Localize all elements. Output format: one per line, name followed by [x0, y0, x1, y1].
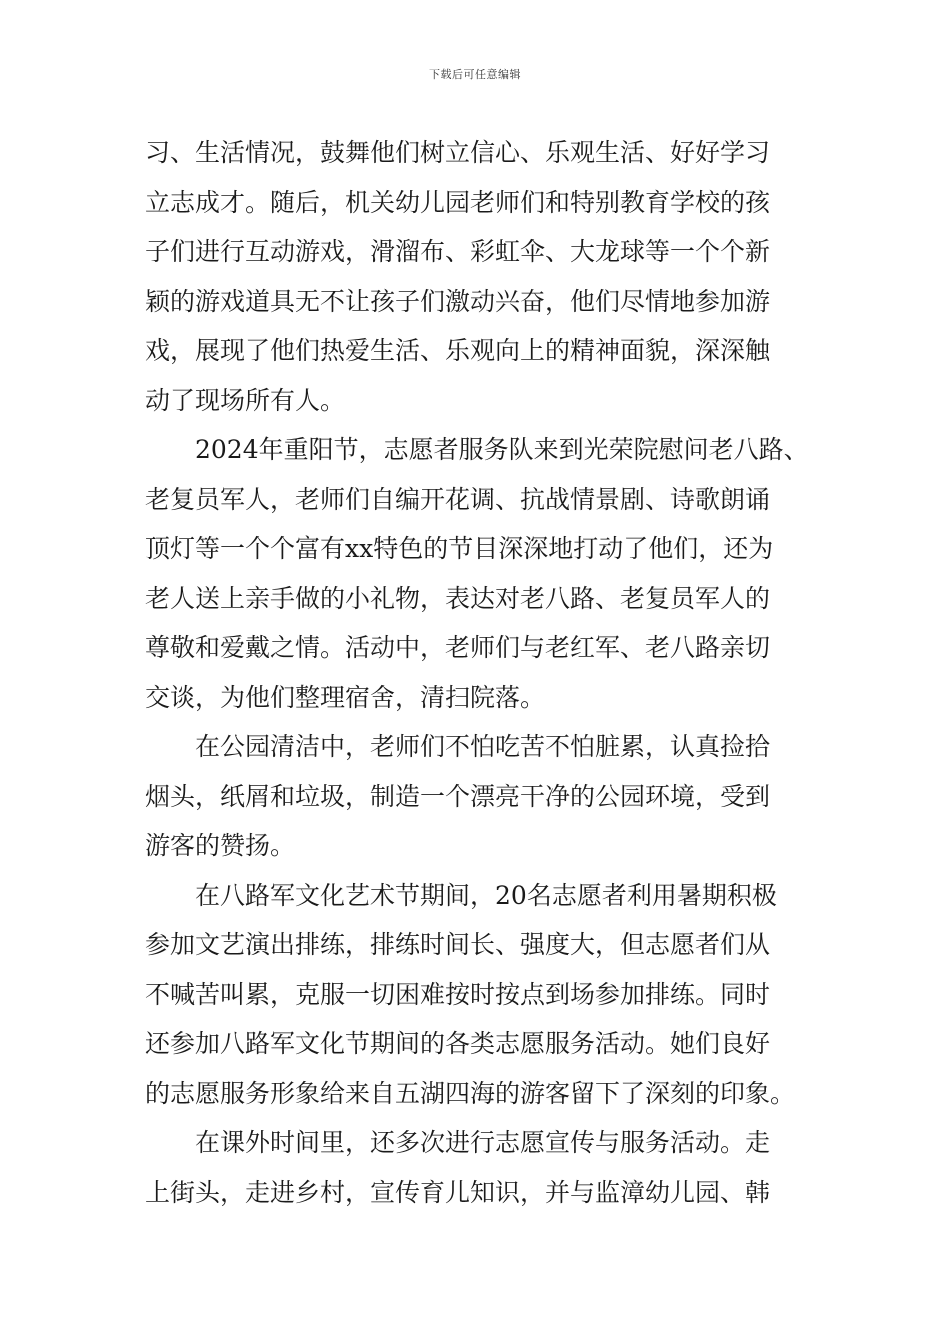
- text-line: 的志愿服务形象给来自五湖四海的游客留下了深刻的印象。: [145, 1078, 796, 1108]
- text-line: 烟头，纸屑和垃圾，制造一个漂亮干净的公园环境，受到: [145, 781, 771, 811]
- paragraph: [145, 722, 810, 871]
- paragraph: [145, 425, 810, 722]
- text-line: 子们进行互动游戏，滑溜布、彩虹伞、大龙球等一个个新: [145, 237, 771, 266]
- text-line: 老复员军人，老师们自编开花调、抗战情景剧、诗歌朗诵: [145, 484, 771, 514]
- text-line: 戏，展现了他们热爱生活、乐观向上的精神面貌，深深触: [145, 336, 771, 365]
- page-header: 下载后可任意编辑: [429, 68, 521, 81]
- paragraph: [145, 128, 810, 425]
- text-line: 尊敬和爱戴之情。活动中，老师们与老红军、老八路亲切: [145, 633, 771, 662]
- paragraph: [145, 871, 810, 1119]
- text-line: 动了现场所有人。: [145, 385, 346, 415]
- text-line: 游客的赞扬。: [145, 831, 296, 860]
- text-line: 立志成才。随后，机关幼儿园老师们和特别教育学校的孩: [145, 187, 771, 217]
- text-line: 还参加八路军文化节期间的各类志愿服务活动。她们良好: [145, 1029, 771, 1058]
- text-line: 在课外时间里，还多次进行志愿宣传与服务活动。走: [195, 1128, 771, 1157]
- text-line: 交谈，为他们整理宿舍，清扫院落。: [145, 682, 546, 712]
- text-line: 在公园清洁中，老师们不怕吃苦不怕脏累，认真捡拾: [195, 732, 771, 761]
- text-line: 参加文艺演出排练，排练时间长、强度大，但志愿者们从: [145, 930, 771, 959]
- text-line: 在八路军文化艺术节期间，20名志愿者利用暑期积极: [195, 880, 777, 910]
- text-line: 2024年重阳节，志愿者服务队来到光荣院慰问老八路、: [195, 435, 809, 464]
- text-line: 习、生活情况，鼓舞他们树立信心、乐观生活、好好学习: [145, 138, 771, 167]
- document-body: [145, 128, 810, 1217]
- text-line: 顶灯等一个个富有xx特色的节目深深地打动了他们，还为: [145, 534, 774, 563]
- paragraph: [145, 1118, 810, 1217]
- text-line: 颖的游戏道具无不让孩子们激动兴奋，他们尽情地参加游: [145, 286, 771, 316]
- text-line: 不喊苦叫累，克服一切困难按时按点到场参加排练。同时: [145, 979, 771, 1009]
- text-line: 老人送上亲手做的小礼物，表达对老八路、老复员军人的: [145, 583, 771, 613]
- text-line: 上街头，走进乡村，宣传育儿知识，并与监漳幼儿园、韩: [145, 1177, 771, 1207]
